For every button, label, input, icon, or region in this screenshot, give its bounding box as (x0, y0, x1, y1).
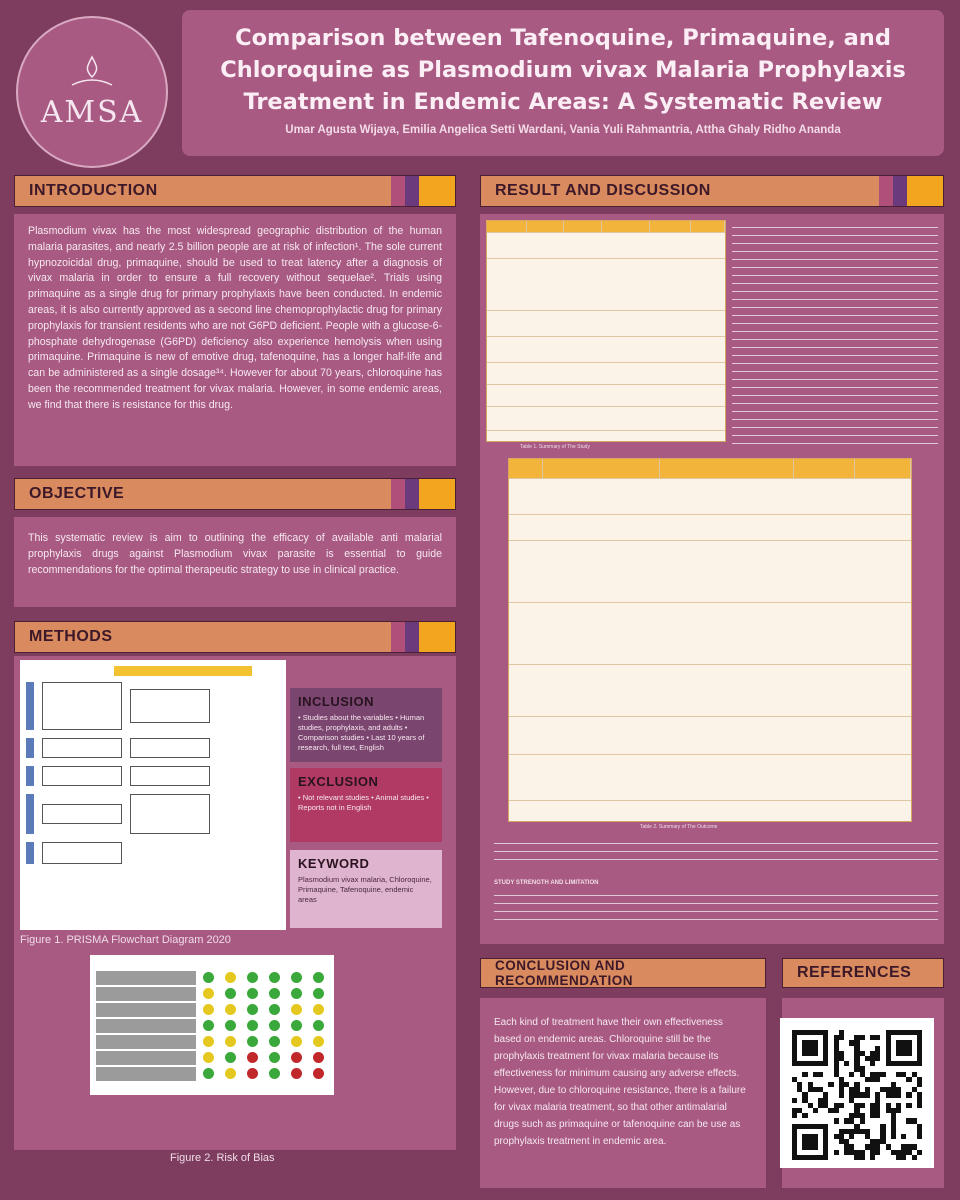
conclusion-body: Each kind of treatment have their own effectiveness based on endemic areas. Chloroquine still be the prophylaxis treatment for vivax malaria because its effectiveness for minimum causing any adverse effects. However, due to chloroquine resistance, there is a failure for vivax malaria treatment, so that other antimalarial drugs such as primaquine or tafenoquine can be use as prophylaxis treatment in endemic area. (494, 1017, 746, 1147)
rob-judgement-dot (247, 1052, 258, 1063)
results-header (480, 175, 944, 207)
introduction-header (14, 175, 456, 207)
prisma-caption: Figure 1. PRISMA Flowchart Diagram 2020 (20, 934, 231, 946)
rob-judgement-dot (291, 1052, 302, 1063)
rob-caption: Figure 2. Risk of Bias (170, 1152, 275, 1164)
rob-column-header (308, 961, 328, 969)
rob-study-label (96, 987, 196, 1001)
exclusion-title: EXCLUSION (298, 774, 379, 789)
conclusion-header (480, 958, 766, 988)
rob-judgement-dot (203, 1036, 214, 1047)
inclusion-box (290, 688, 442, 762)
conclusion-panel (480, 998, 766, 1188)
rob-judgement-dot (203, 1020, 214, 1031)
rob-study-label (96, 1003, 196, 1017)
introduction-heading: INTRODUCTION (15, 176, 391, 206)
rob-judgement-dot (269, 1020, 280, 1031)
rob-judgement-dot (225, 1036, 236, 1047)
rob-study-label (96, 1035, 196, 1049)
table2-caption: Table 2. Summary of The Outcome (640, 824, 718, 830)
rob-judgement-dot (247, 1036, 258, 1047)
rob-judgement-dot (313, 1036, 324, 1047)
strength-heading: STUDY STRENGTH AND LIMITATION (494, 880, 599, 886)
objective-body: This systematic review is aim to outlining the efficacy of available anti malarial prophylaxis drugs against Plasmodium vivax parasite is essential to guide recommendations for the optimal therapeutic strategy to use in clinical practice. (28, 532, 442, 576)
rob-judgement-dot (291, 988, 302, 999)
rob-column-header (264, 961, 284, 969)
references-header (782, 958, 944, 988)
rob-judgement-dot (313, 1004, 324, 1015)
keyword-title: KEYWORD (298, 856, 370, 871)
objective-heading: OBJECTIVE (15, 479, 391, 509)
rob-study-label (96, 1019, 196, 1033)
objective-panel (14, 517, 456, 607)
rob-study-label (96, 1051, 196, 1065)
rob-judgement-dot (269, 988, 280, 999)
rob-judgement-dot (269, 1052, 280, 1063)
rob-judgement-dot (203, 1052, 214, 1063)
results-paragraph (494, 838, 938, 866)
inclusion-text: • Studies about the variables • Human studies, prophylaxis, and adults • Comparison studies • Last 10 years of research, full text, English (298, 713, 425, 752)
rob-judgement-dot (291, 972, 302, 983)
rob-judgement-dot (247, 1068, 258, 1079)
rob-judgement-dot (225, 1052, 236, 1063)
logo-text: AMSA (40, 94, 144, 130)
introduction-body: Plasmodium vivax has the most widespread geographic distribution of the human malaria parasites, and nearly 2.5 billion people are at risk of infection¹. The sole current hypnozoicidal drug, primaquine, should be used to treat latency after a diagnosis of vivax malaria in order to ensure a full recovery without sequelae². Trials using primaquine as a single drug for primary prophylaxis have been conducted. In endemic areas, it is also currently approved as a second line chemoprophylactic drug for primary prophylaxis for transient residents who are not G6PD deficient. People with a glucose-6-phosphate dehydrogenase (G6PD) deficiency also experience hemolysis when using primaquine. Primaquine is new of emotive drug, tafenoquine, has a longer half-life and can be administered as a single dosage³⁴. However for about 70 years, chloroquine has been the recommended treatment for vivax malaria. However, in some endemic areas, we find that there is resistance for this drug. (28, 225, 442, 411)
rob-judgement-dot (291, 1020, 302, 1031)
objective-header (14, 478, 456, 510)
rob-judgement-dot (291, 1004, 302, 1015)
rob-judgement-dot (247, 972, 258, 983)
risk-of-bias-figure (90, 955, 334, 1095)
keyword-text: Plasmodium vivax malaria, Chloroquine, Primaquine, Tafenoquine, endemic areas (298, 875, 432, 904)
rob-judgement-dot (247, 988, 258, 999)
rob-judgement-dot (225, 1068, 236, 1079)
prisma-title-bar (114, 666, 252, 676)
outcome-summary-table (508, 458, 912, 822)
rob-study-label (96, 1067, 196, 1081)
rob-judgement-dot (269, 972, 280, 983)
references-heading: REFERENCES (783, 959, 943, 987)
rob-judgement-dot (313, 1020, 324, 1031)
rob-judgement-dot (269, 1068, 280, 1079)
results-heading: RESULT AND DISCUSSION (481, 176, 879, 206)
study-summary-table (486, 220, 726, 442)
rob-judgement-dot (225, 1004, 236, 1015)
amsa-logo (16, 16, 168, 168)
rob-judgement-dot (225, 988, 236, 999)
rob-judgement-dot (313, 972, 324, 983)
table1-caption: Table 1. Summary of The Study (520, 444, 590, 450)
risk-of-bias-grid (96, 961, 328, 1081)
rob-judgement-dot (203, 1068, 214, 1079)
rob-column-header (220, 961, 240, 969)
methods-heading: METHODS (15, 622, 391, 652)
rob-judgement-dot (291, 1036, 302, 1047)
exclusion-box (290, 768, 442, 842)
rob-column-header (198, 961, 218, 969)
rob-judgement-dot (269, 1036, 280, 1047)
rob-judgement-dot (313, 988, 324, 999)
rob-judgement-dot (203, 988, 214, 999)
prisma-flowchart (20, 660, 286, 930)
rob-column-header (286, 961, 306, 969)
authors: Umar Agusta Wijaya, Emilia Angelica Setti Wardani, Vania Yuli Rahmantria, Attha Ghaly Ridho Ananda (285, 124, 841, 136)
rob-judgement-dot (313, 1052, 324, 1063)
results-discussion-text (732, 222, 938, 450)
poster-title: Comparison between Tafenoquine, Primaquine, and Chloroquine as Plasmodium vivax Malaria Prophylaxis Treatment in Endemic Areas: A Systematic Review (220, 25, 906, 115)
rob-judgement-dot (313, 1068, 324, 1079)
keyword-box (290, 850, 442, 928)
figure-icon (62, 55, 122, 95)
rob-column-header (242, 961, 262, 969)
rob-judgement-dot (291, 1068, 302, 1079)
rob-judgement-dot (247, 1004, 258, 1015)
rob-study-label (96, 971, 196, 985)
title-banner (182, 10, 944, 156)
qr-code-icon[interactable] (780, 1018, 934, 1168)
rob-judgement-dot (203, 1004, 214, 1015)
rob-judgement-dot (269, 1004, 280, 1015)
rob-judgement-dot (203, 972, 214, 983)
rob-judgement-dot (247, 1020, 258, 1031)
methods-header (14, 621, 456, 653)
exclusion-text: • Not relevant studies • Animal studies • Reports not in English (298, 793, 429, 812)
strength-paragraph (494, 890, 938, 922)
rob-judgement-dot (225, 1020, 236, 1031)
inclusion-title: INCLUSION (298, 694, 374, 709)
rob-judgement-dot (225, 972, 236, 983)
conclusion-heading: CONCLUSION AND RECOMMENDATION (481, 959, 765, 987)
introduction-panel (14, 214, 456, 466)
